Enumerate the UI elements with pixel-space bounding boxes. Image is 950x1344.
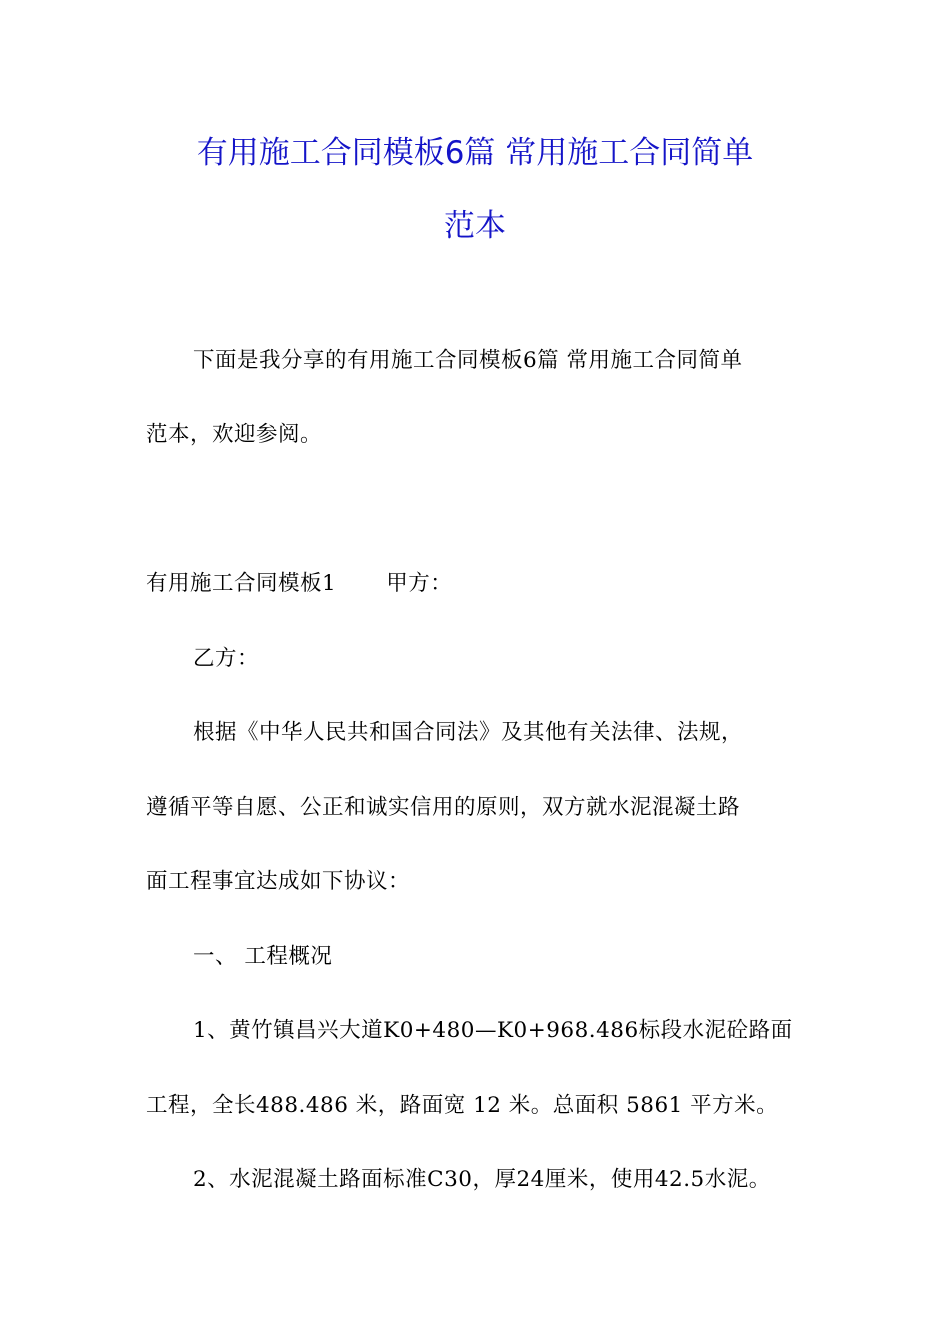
document-title-line-1: 有用施工合同模板6篇 常用施工合同简单 bbox=[196, 135, 754, 171]
item-2-line-1: 2、水泥混凝土路面标准C30，厚24厘米，使用42.5水泥。 bbox=[193, 1167, 771, 1192]
paragraph-1-line-3: 面工程事宜达成如下协议： bbox=[146, 869, 411, 894]
paragraph-1-line-2: 遵循平等自愿、公正和诚实信用的原则，双方就水泥混凝土路 bbox=[146, 795, 741, 820]
template-heading: 有用施工合同模板1 bbox=[146, 571, 337, 596]
document-title-line-2: 范本 bbox=[444, 208, 506, 244]
item-1-line-2: 工程，全长488.486 米，路面宽 12 米。总面积 5861 平方米。 bbox=[146, 1093, 779, 1118]
paragraph-1-line-1: 根据《中华人民共和国合同法》及其他有关法律、法规， bbox=[193, 720, 744, 745]
intro-text-line-2: 范本，欢迎参阅。 bbox=[146, 422, 323, 447]
intro-text-line-1: 下面是我分享的有用施工合同模板6篇 常用施工合同简单 bbox=[193, 348, 743, 373]
template-heading-row bbox=[146, 573, 452, 595]
party-b-label: 乙方： bbox=[193, 646, 260, 671]
item-1-line-1: 1、黄竹镇昌兴大道K0+480—K0+968.486标段水泥砼路面 bbox=[193, 1018, 793, 1043]
party-a-label: 甲方： bbox=[386, 571, 453, 596]
section-1-title: 一、 工程概况 bbox=[193, 944, 333, 969]
